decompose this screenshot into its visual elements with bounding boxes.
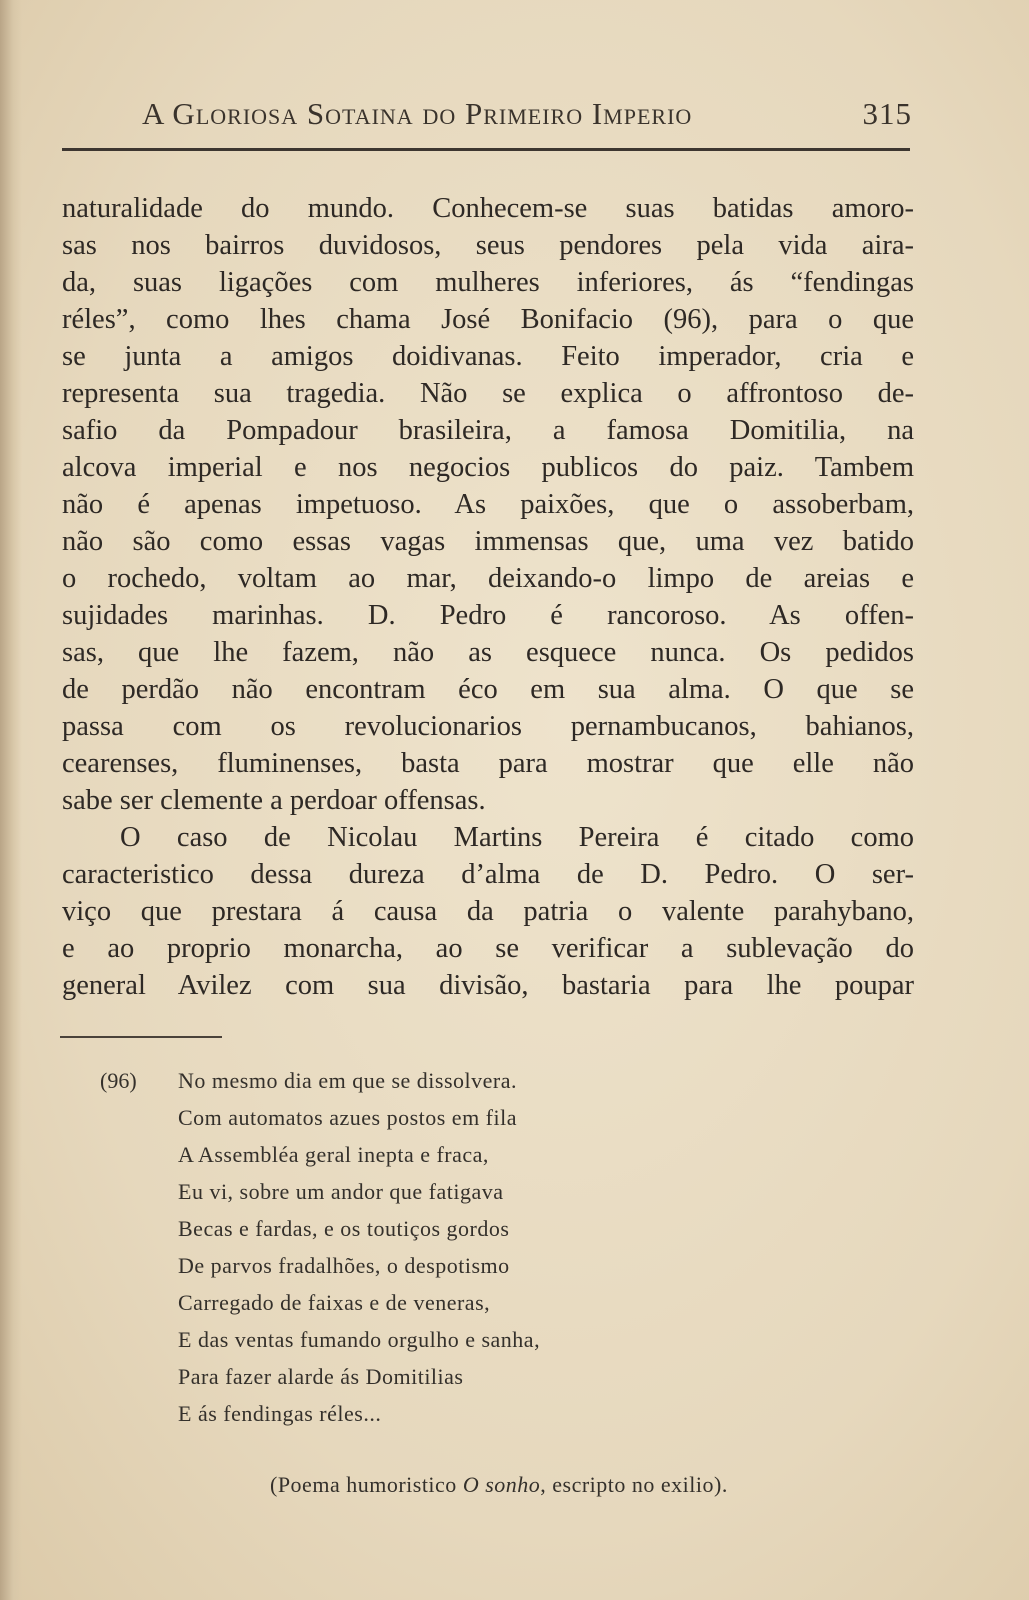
body-line: viço que prestara á causa da patria o valente parahybano, [62,896,914,927]
body-line: sujidades marinhas. D. Pedro é rancoroso. As offen- [62,600,914,631]
verse-line: Com automatos azues postos em fila [178,1105,517,1130]
footnote-source [270,1472,920,1498]
body-line: e ao proprio monarcha, ao se verificar a sublevação do [62,933,914,964]
body-line: sabe ser clemente a perdoar offensas. [62,785,486,816]
body-line: general Avilez com sua divisão, bastaria para lhe poupar [62,970,914,1001]
verse-line: Carregado de faixas e de veneras, [178,1290,491,1315]
verse-line: De parvos fradalhões, o despotismo [178,1253,510,1278]
body-line: cearenses, fluminenses, basta para mostrar que elle não [62,748,914,779]
footnote-number: (96) [100,1068,137,1093]
running-head [142,96,912,140]
body-line: da, suas ligações com mulheres inferiores, ás “fendingas [62,267,914,298]
body-line: réles”, como lhes chama José Bonifacio (96), para o que [62,304,914,335]
footnote-rule [60,1036,222,1038]
body-line: se junta a amigos doidivanas. Feito imperador, cria e [62,341,914,372]
page-number: 315 [862,96,912,131]
body-line: naturalidade do mundo. Conhecem-se suas batidas amoro- [62,193,914,224]
verse-line: Eu vi, sobre um andor que fatigava [178,1179,504,1204]
body-line: não são como essas vagas immensas que, uma vez batido [62,526,914,557]
source-suffix: , escripto no exilio). [540,1472,728,1497]
body-line: alcova imperial e nos negocios publicos do paiz. Tambem [62,452,914,483]
body-text [62,190,914,1004]
footnote-verse [178,1062,878,1432]
body-line: passa com os revolucionarios pernambucanos, bahianos, [62,711,914,742]
running-head-title: A Gloriosa Sotaina do Primeiro Imperio [142,96,693,131]
body-line: safio da Pompadour brasileira, a famosa Domitilia, na [62,415,914,446]
body-line: representa sua tragedia. Não se explica o affrontoso de- [62,378,914,409]
verse-line: No mesmo dia em que se dissolvera. [178,1068,517,1093]
source-title: O sonho [462,1472,541,1497]
body-line: de perdão não encontram éco em sua alma. O que se [62,674,914,705]
body-line: sas, que lhe fazem, não as esquece nunca. Os pedidos [62,637,914,668]
body-line: sas nos bairros duvidosos, seus pendores pela vida aira- [62,230,914,261]
body-line: O caso de Nicolau Martins Pereira é citado como [120,822,914,853]
body-line: não é apenas impetuoso. As paixões, que o assoberbam, [62,489,914,520]
verse-line: Para fazer alarde ás Domitilias [178,1364,464,1389]
verse-line: E das ventas fumando orgulho e sanha, [178,1327,541,1352]
header-rule [62,148,910,151]
verse-line: Becas e fardas, e os toutiços gordos [178,1216,510,1241]
body-line: o rochedo, voltam ao mar, deixando-o limpo de areias e [62,563,914,594]
page-gutter [0,0,22,1600]
body-line: caracteristico dessa dureza d’alma de D. Pedro. O ser- [62,859,914,890]
source-prefix: (Poema humoristico [270,1472,463,1497]
verse-line: A Assembléa geral inepta e fraca, [178,1142,489,1167]
verse-line: E ás fendingas réles... [178,1401,382,1426]
